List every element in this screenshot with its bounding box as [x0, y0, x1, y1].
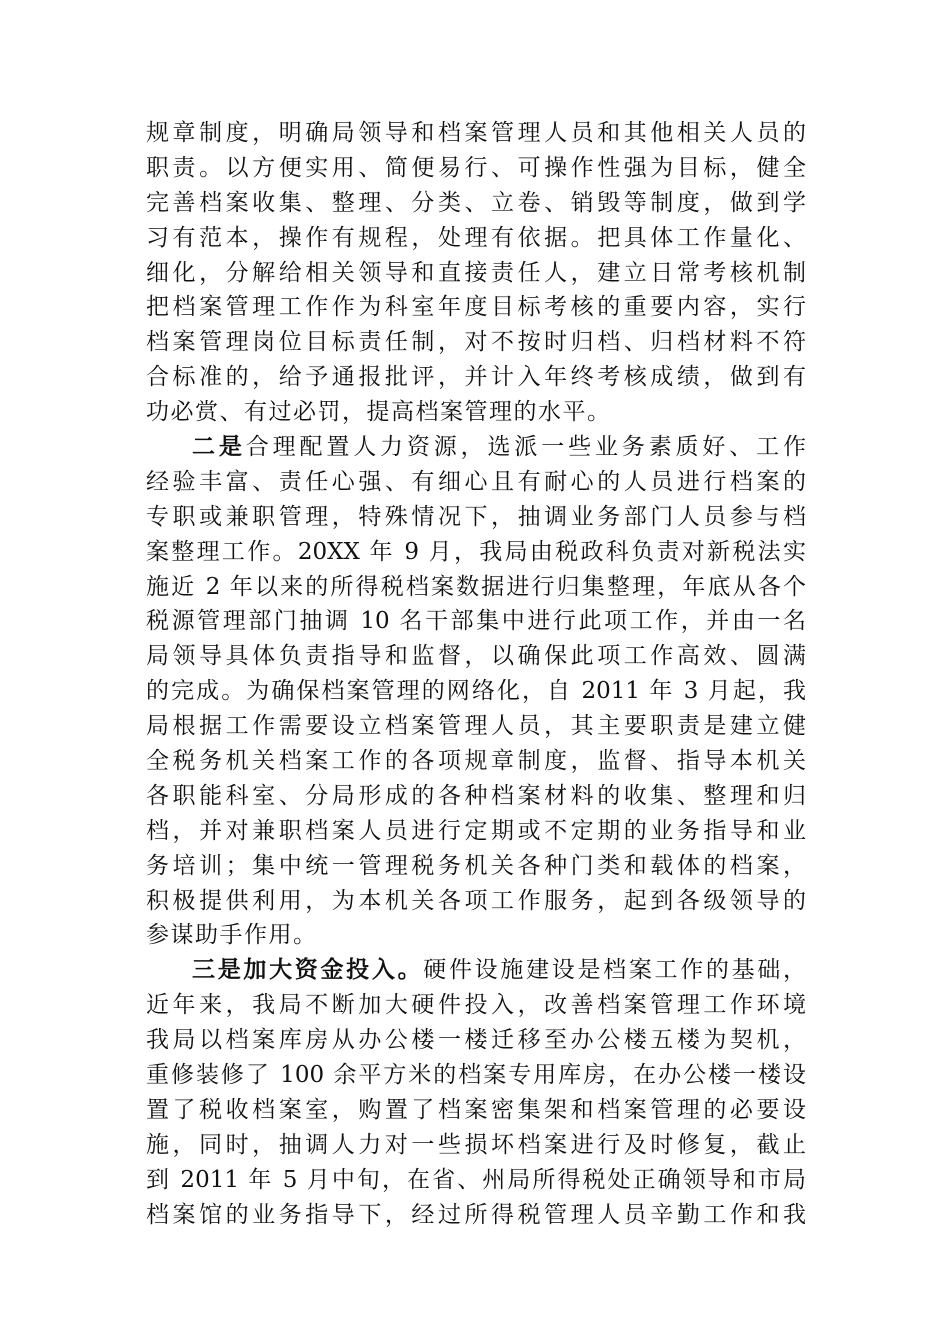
text-line: 税源管理部门抽调 10 名干部集中进行此项工作，并由一名	[146, 608, 806, 635]
text-line: 置了税收档案室，购置了档案密集架和档案管理的必要设	[146, 1096, 806, 1123]
body-text	[146, 116, 806, 1233]
paragraph-3-lead: 三是加大资金投入。	[192, 956, 424, 984]
text-line: 参谋助手作用。	[146, 922, 318, 949]
text-line: 近年来，我局不断加大硬件投入，改善档案管理工作环境	[146, 992, 806, 1019]
text-line: 档案管理岗位目标责任制，对不按时归档、归档材料不符	[146, 329, 806, 356]
paragraph-2-first-text: 合理配置人力资源，选派一些业务素质好、工作	[245, 434, 806, 461]
text-line: 习有范本，操作有规程，处理有依据。把具体工作量化、	[146, 224, 806, 251]
text-line: 局根据工作需要设立档案管理人员，其主要职责是建立健	[146, 713, 806, 740]
text-line: 施近 2 年以来的所得税档案数据进行归集整理，年底从各个	[146, 573, 806, 600]
text-line: 经验丰富、责任心强、有细心且有耐心的人员进行档案的	[146, 468, 806, 495]
text-line: 职责。以方便实用、简便易行、可操作性强为目标，健全	[146, 154, 806, 181]
text-line: 的完成。为确保档案管理的网络化，自 2011 年 3 月起，我	[146, 678, 806, 705]
text-line: 积极提供利用，为本机关各项工作服务，起到各级领导的	[146, 887, 806, 914]
paragraph-2-lead: 二是	[192, 433, 246, 461]
paragraph-3-first-line	[146, 953, 806, 988]
text-line: 档案馆的业务指导下，经过所得税管理人员辛勤工作和我	[146, 1201, 806, 1228]
text-line: 功必赏、有过必罚，提高档案管理的水平。	[146, 399, 612, 426]
text-line: 合标准的，给予通报批评，并计入年终考核成绩，做到有	[146, 364, 806, 391]
text-line: 细化，分解给相关领导和直接责任人，建立日常考核机制	[146, 259, 806, 286]
text-line: 局领导具体负责指导和监督，以确保此项工作高效、圆满	[146, 643, 806, 670]
paragraph-2-first-line	[146, 430, 806, 465]
text-line: 施，同时，抽调人力对一些损坏档案进行及时修复，截止	[146, 1131, 806, 1158]
text-line: 到 2011 年 5 月中旬，在省、州局所得税处正确领导和市局	[146, 1166, 806, 1193]
text-line: 我局以档案库房从办公楼一楼迁移至办公楼五楼为契机，	[146, 1027, 806, 1054]
text-line: 重修装修了 100 余平方米的档案专用库房，在办公楼一楼设	[146, 1062, 806, 1089]
text-line: 专职或兼职管理，特殊情况下，抽调业务部门人员参与档	[146, 503, 806, 530]
text-line: 完善档案收集、整理、分类、立卷、销毁等制度，做到学	[146, 189, 806, 216]
text-line: 各职能科室、分局形成的各种档案材料的收集、整理和归	[146, 782, 806, 809]
text-line: 案整理工作。20XX 年 9 月，我局由税政科负责对新税法实	[146, 538, 806, 565]
text-line: 务培训；集中统一管理税务机关各种门类和载体的档案，	[146, 852, 806, 879]
text-line: 把档案管理工作作为科室年度目标考核的重要内容，实行	[146, 294, 806, 321]
text-line: 档，并对兼职档案人员进行定期或不定期的业务指导和业	[146, 817, 806, 844]
text-line: 规章制度，明确局领导和档案管理人员和其他相关人员的	[146, 120, 806, 146]
text-line: 全税务机关档案工作的各项规章制度，监督、指导本机关	[146, 748, 806, 775]
paragraph-3-first-text: 硬件设施建设是档案工作的基础，	[423, 957, 806, 984]
